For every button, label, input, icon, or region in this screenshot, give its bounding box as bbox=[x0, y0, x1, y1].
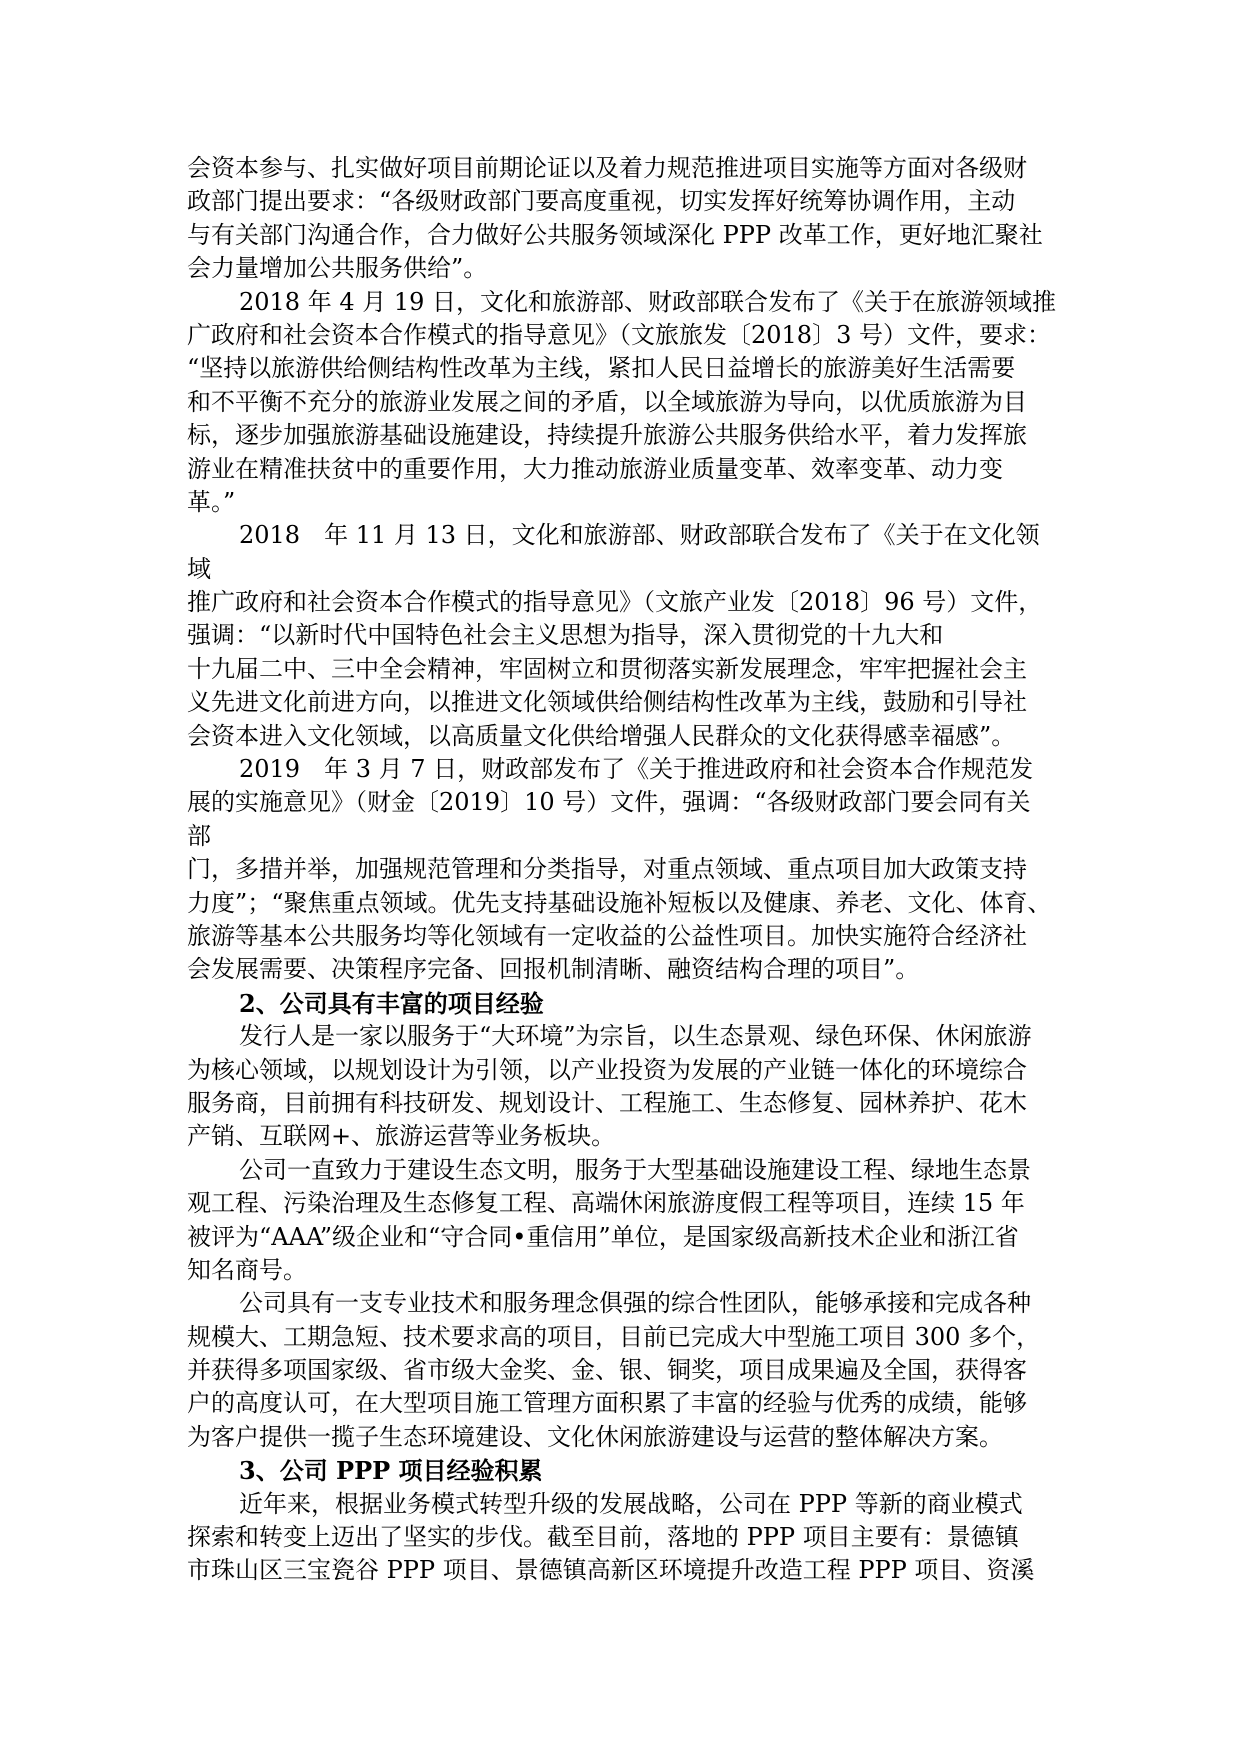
text-line: 市珠山区三宝瓷谷 PPP 项目、景德镇高新区环境提升改造工程 PPP 项目、资溪 bbox=[187, 1556, 1035, 1585]
text-line: 并获得多项国家级、省市级大金奖、金、银、铜奖，项目成果遍及全国，获得客 bbox=[187, 1356, 1027, 1385]
text-line: 标，逐步加强旅游基础设施建设，持续提升旅游公共服务供给水平，着力发挥旅 bbox=[187, 421, 1027, 450]
document-body bbox=[187, 152, 1067, 1588]
text-line: 门，多措并举，加强规范管理和分类指导，对重点领域、重点项目加大政策支持 bbox=[187, 855, 1027, 884]
text-line: 政部门提出要求：“各级财政部门要高度重视，切实发挥好统筹协调作用，主动 bbox=[187, 187, 1016, 216]
text-line: 被评为“AAA”级企业和“守合同•重信用”单位，是国家级高新技术企业和浙江省 bbox=[187, 1222, 1019, 1251]
text-line: 知名商号。 bbox=[187, 1255, 307, 1284]
text-line: 游业在精准扶贫中的重要作用，大力推动旅游业质量变革、效率变革、动力变 bbox=[187, 454, 1003, 483]
text-line: 域 bbox=[187, 554, 211, 583]
text-line: 会资本进入文化领域，以高质量文化供给增强人民群众的文化获得感幸福感”。 bbox=[187, 721, 1016, 750]
text-line: 产销、互联网+、旅游运营等业务板块。 bbox=[187, 1122, 616, 1151]
text-line: 会发展需要、决策程序完备、回报机制清晰、融资结构合理的项目”。 bbox=[187, 955, 920, 984]
text-line: 公司具有一支专业技术和服务理念俱强的综合性团队，能够承接和完成各种 bbox=[239, 1289, 1031, 1318]
text-line: 广政府和社会资本合作模式的指导意见》（文旅旅发〔2018〕3 号）文件，要求： bbox=[187, 320, 1051, 349]
text-line: 推广政府和社会资本合作模式的指导意见》（文旅产业发〔2018〕96 号）文件， bbox=[187, 588, 1043, 617]
section-heading: 2、公司具有丰富的项目经验 bbox=[239, 988, 544, 1018]
text-line: 义先进文化前进方向，以推进文化领域供给侧结构性改革为主线，鼓励和引导社 bbox=[187, 688, 1027, 717]
text-line: 发行人是一家以服务于“大环境”为宗旨，以生态景观、绿色环保、休闲旅游 bbox=[239, 1022, 1032, 1051]
text-line: 十九届二中、三中全会精神，牢固树立和贯彻落实新发展理念，牢牢把握社会主 bbox=[187, 654, 1027, 683]
text-line: 会力量增加公共服务供给”。 bbox=[187, 254, 488, 283]
text-line: 革。” bbox=[187, 487, 236, 516]
text-line: 展的实施意见》（财金〔2019〕10 号）文件，强调：“各级财政部门要会同有关 bbox=[187, 788, 1031, 817]
text-line: 旅游等基本公共服务均等化领域有一定收益的公益性项目。加快实施符合经济社 bbox=[187, 921, 1027, 950]
text-line: 公司一直致力于建设生态文明，服务于大型基础设施建设工程、绿地生态景 bbox=[239, 1155, 1031, 1184]
text-line: “坚持以旅游供给侧结构性改革为主线，紧扣人民日益增长的旅游美好生活需要 bbox=[187, 354, 1016, 383]
text-line: 强调：“以新时代中国特色社会主义思想为指导，深入贯彻党的十九大和 bbox=[187, 621, 944, 650]
text-line: 2018 年 4 月 19 日，文化和旅游部、财政部联合发布了《关于在旅游领域推 bbox=[239, 287, 1057, 316]
text-line: 户的高度认可，在大型项目施工管理方面积累了丰富的经验与优秀的成绩，能够 bbox=[187, 1389, 1027, 1418]
text-line: 会资本参与、扎实做好项目前期论证以及着力规范推进项目实施等方面对各级财 bbox=[187, 154, 1027, 182]
text-line: 探索和转变上迈出了坚实的步伐。截至目前，落地的 PPP 项目主要有：景德镇 bbox=[187, 1523, 1019, 1552]
text-line: 2018 年 11 月 13 日，文化和旅游部、财政部联合发布了《关于在文化领 bbox=[239, 521, 1040, 550]
text-line: 和不平衡不充分的旅游业发展之间的矛盾，以全域旅游为导向，以优质旅游为目 bbox=[187, 387, 1027, 416]
text-line: 服务商，目前拥有科技研发、规划设计、工程施工、生态修复、园林养护、花木 bbox=[187, 1088, 1027, 1117]
text-line: 观工程、污染治理及生态修复工程、高端休闲旅游度假工程等项目，连续 15 年 bbox=[187, 1189, 1025, 1218]
text-line: 为客户提供一揽子生态环境建设、文化休闲旅游建设与运营的整体解决方案。 bbox=[187, 1422, 1003, 1451]
text-line: 近年来，根据业务模式转型升级的发展战略，公司在 PPP 等新的商业模式 bbox=[239, 1489, 1023, 1518]
text-line: 部 bbox=[187, 821, 211, 850]
text-line: 2019 年 3 月 7 日，财政部发布了《关于推进政府和社会资本合作规范发 bbox=[239, 755, 1034, 784]
text-line: 与有关部门沟通合作，合力做好公共服务领域深化 PPP 改革工作，更好地汇聚社 bbox=[187, 220, 1043, 249]
text-line: 为核心领域，以规划设计为引领，以产业投资为发展的产业链一体化的环境综合 bbox=[187, 1055, 1027, 1084]
text-line: 力度”；“聚焦重点领域。优先支持基础设施补短板以及健康、养老、文化、体育、 bbox=[187, 888, 1052, 917]
text-line: 规模大、工期急短、技术要求高的项目，目前已完成大中型施工项目 300 多个， bbox=[187, 1322, 1041, 1351]
section-heading: 3、公司 PPP 项目经验积累 bbox=[239, 1456, 543, 1486]
